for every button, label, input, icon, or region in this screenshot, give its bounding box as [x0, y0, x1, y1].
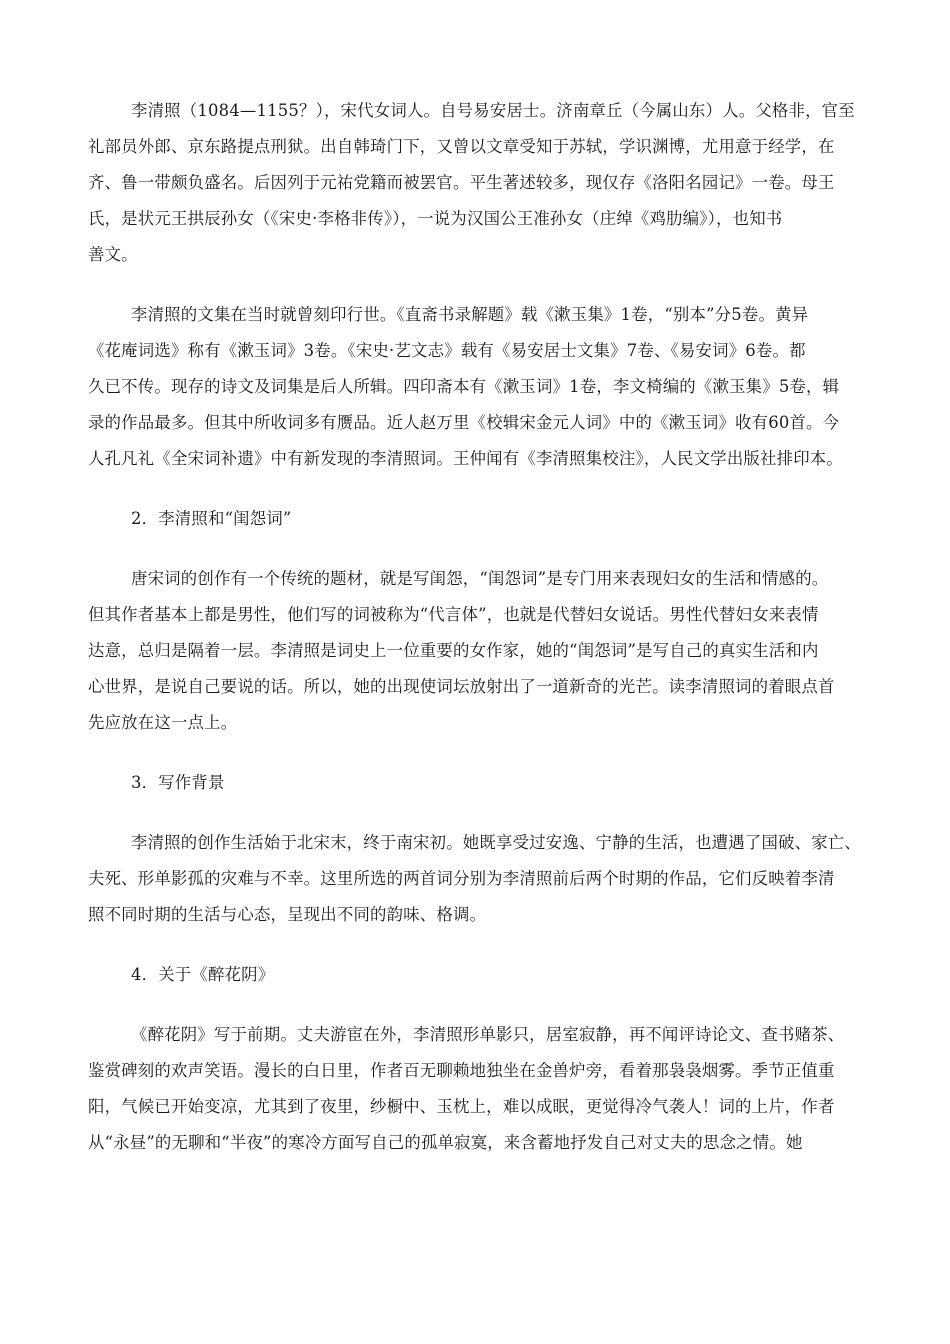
text-line: 久已不传。现存的诗文及词集是后人所辑。四印斋本有《漱玉词》1卷，李文椅编的《漱玉集》5卷，辑 — [88, 377, 840, 396]
paragraph-guiyuan-ci — [88, 561, 868, 741]
text-line: 从“永昼”的无聊和“半夜”的寒冷方面写自己的孤单寂寞，来含蓄地抒发自己对丈夫的思念之情。她 — [88, 1133, 803, 1152]
section-heading: 3．写作背景 — [131, 773, 225, 792]
text-line: 心世界，是说自己要说的话。所以，她的出现使词坛放射出了一道新奇的光芒。读李清照词的着眼点首 — [88, 677, 835, 696]
paragraph-background — [88, 825, 868, 933]
text-line: 李清照的创作生活始于北宋末，终于南宋初。她既享受过安逸、宁静的生活，也遭遇了国破、家亡、 — [131, 833, 861, 852]
text-line: 齐、鲁一带颇负盛名。后因列于元祐党籍而被罢官。平生著述较多，现仅存《洛阳名园记》一卷。母王 — [88, 173, 835, 192]
text-line: 达意，总归是隔着一层。李清照是词史上一位重要的女作家，她的“闺怨词”是写自己的真实生活和内 — [88, 641, 819, 660]
text-line: 录的作品最多。但其中所收词多有赝品。近人赵万里《校辑宋金元人词》中的《漱玉词》收有60首。今 — [88, 413, 840, 432]
text-line: 李清照（1084—1155？），宋代女词人。自号易安居士。济南章丘（今属山东）人。父格非，官至 — [131, 101, 855, 120]
paragraph-zuihuayin — [88, 1017, 868, 1161]
text-line: 礼部员外郎、京东路提点刑狱。出自韩琦门下，又曾以文章受知于苏轼，学识渊博，尤用意于经学，在 — [88, 137, 835, 156]
section-heading: 4．关于《醉花阴》 — [131, 965, 275, 984]
text-line: 《花庵词选》称有《漱玉词》3卷。《宋史·艺文志》载有《易安居士文集》7卷、《易安词》6卷。都 — [88, 341, 806, 360]
text-line: 氏，是状元王拱辰孙女（《宋史·李格非传》），一说为汉国公王准孙女（庄绰《鸡肋编》），也知书 — [88, 209, 783, 228]
text-line: 先应放在这一点上。 — [88, 713, 238, 732]
text-line: 人孔凡礼《全宋词补遗》中有新发现的李清照词。王仲闻有《李清照集校注》，人民文学出版社排印本。 — [88, 449, 843, 468]
text-line: 唐宋词的创作有一个传统的题材，就是写闺怨，“闺怨词”是专门用来表现妇女的生活和情感的。 — [131, 569, 829, 588]
text-line: 鉴赏碑刻的欢声笑语。漫长的白日里，作者百无聊赖地独坐在金兽炉旁，看着那袅袅烟雾。季节正值重 — [88, 1061, 835, 1080]
text-line: 照不同时期的生活与心态，呈现出不同的韵味、格调。 — [88, 905, 487, 924]
document-page — [88, 93, 868, 1161]
paragraph-collections — [88, 297, 868, 477]
paragraph-biography — [88, 93, 868, 273]
text-line: 但其作者基本上都是男性，他们写的词被称为“代言体”，也就是代替妇女说话。男性代替妇女来表情 — [88, 605, 819, 624]
text-line: 夫死、形单影孤的灾难与不幸。这里所选的两首词分别为李清照前后两个时期的作品，它们反映着李清 — [88, 869, 835, 888]
text-line: 《醉花阴》写于前期。丈夫游宦在外，李清照形单影只，居室寂静，再不闻评诗论文、查书赌茶、 — [131, 1025, 845, 1044]
text-line: 阳，气候已开始变凉，尤其到了夜里，纱橱中、玉枕上，难以成眠，更觉得冷气袭人！词的上片，作者 — [88, 1097, 835, 1116]
text-line: 善文。 — [88, 245, 138, 264]
section-heading: 2．李清照和“闺怨词” — [131, 509, 292, 528]
text-line: 李清照的文集在当时就曾刻印行世。《直斋书录解题》载《漱玉集》1卷，“别本”分5卷。黄异 — [131, 305, 809, 324]
